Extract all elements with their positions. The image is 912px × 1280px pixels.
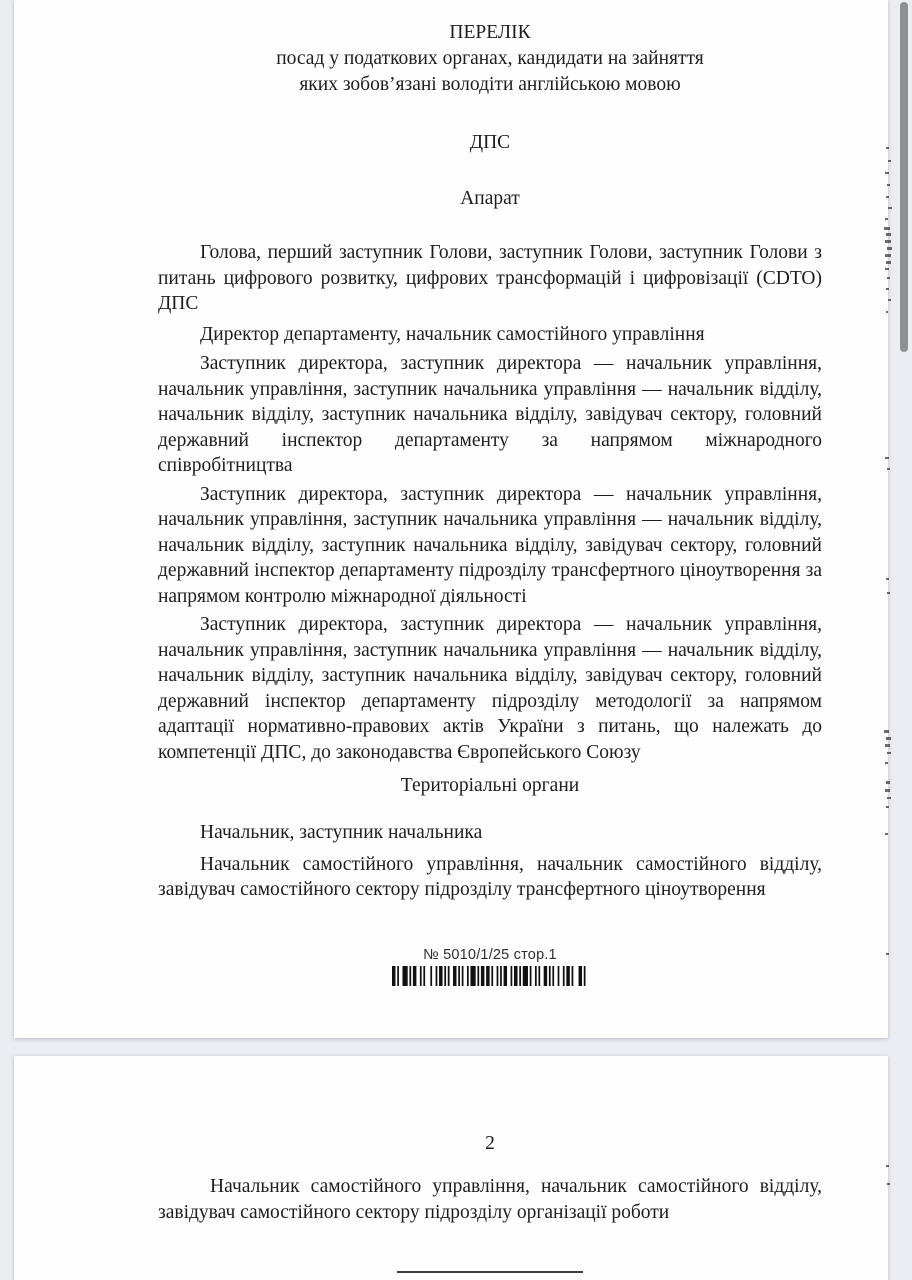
scan-artifact — [887, 277, 890, 279]
scan-artifact — [887, 468, 890, 470]
scan-artifact — [886, 196, 889, 198]
scan-artifact — [886, 806, 889, 808]
org-heading: ДПС — [469, 132, 511, 153]
scan-artifact — [885, 789, 890, 792]
scan-artifact — [886, 288, 889, 290]
barcode-block — [158, 947, 822, 986]
scan-artifact — [886, 1165, 889, 1167]
barcode-icon — [392, 966, 589, 986]
scan-artifact — [884, 730, 889, 733]
document-subtitle-line-1: посад у податкових органах, кандидати на зайняття — [276, 48, 704, 69]
paragraph: Начальник самостійного управління, начальник самостійного відділу, завідувач самостійного сектору підрозділу трансфертного ціноутворення — [158, 853, 822, 900]
scan-artifact — [885, 457, 889, 459]
scan-artifact — [888, 299, 891, 301]
scan-artifact — [887, 797, 891, 799]
scan-artifact — [886, 261, 891, 264]
scan-artifact — [885, 833, 888, 835]
paragraph: Начальник, заступник начальника — [200, 822, 483, 843]
scan-artifact — [885, 172, 889, 174]
scan-artifact — [886, 233, 891, 236]
page-1 — [14, 0, 888, 1038]
scan-artifact — [887, 752, 891, 754]
document-subtitle-line-2: яких зобов’язані володіти англійською мовою — [299, 74, 681, 95]
scan-artifact — [886, 578, 889, 580]
paragraph: Начальник самостійного управління, начальник самостійного відділу, завідувач самостійного сектору підрозділу організації роботи — [158, 1176, 822, 1223]
scan-artifact — [885, 218, 888, 220]
page-2-content — [14, 1056, 888, 1273]
scan-artifact — [885, 762, 888, 764]
page-1-content — [14, 0, 888, 986]
section-heading-aparat: Апарат — [460, 188, 520, 209]
page-2 — [14, 1056, 888, 1280]
page-number: 2 — [485, 1133, 495, 1154]
scan-artifact — [887, 184, 890, 186]
scan-artifact — [885, 268, 889, 270]
scrollbar-thumb[interactable] — [900, 2, 908, 352]
scan-artifact — [888, 160, 891, 162]
scan-artifact — [888, 207, 892, 209]
scan-artifact — [886, 781, 890, 784]
scan-artifact — [885, 744, 890, 747]
scan-artifact — [886, 147, 889, 149]
doc-number-label: № 5010/1/25 стор.1 — [423, 946, 557, 963]
paragraph: Директор департаменту, начальник самостійного управління — [200, 323, 705, 345]
scan-artifact — [887, 592, 890, 594]
scan-artifact — [885, 254, 891, 257]
scan-artifact — [884, 227, 890, 230]
horizontal-rule — [397, 1271, 583, 1273]
paragraph: Заступник директора, заступник директора — начальник управління, начальник управління, заступник начальника управління — начальник відділу, начальник відділу, заступник начальника відділу, завідувач сектору, головний державний інспектор департаменту підрозділу трансфертного ціноутворення за напрямом контролю міжнародної діяльності — [158, 483, 822, 607]
section-heading-territorial: Територіальні органи — [400, 775, 580, 796]
scan-artifact — [887, 247, 892, 250]
paragraph: Заступник директора, заступник директора — начальник управління, начальник управління, заступник начальника управління — начальник відділу, начальник відділу, заступник начальника відділу, завідувач сектору, головний державний інспектор департаменту за напрямом міжнародного співробітництва — [158, 353, 822, 476]
scan-artifact — [887, 1183, 890, 1185]
paragraph: Голова, перший заступник Голови, заступник Голови, заступник Голови з питань цифрового розвитку, цифрових трансформацій і цифровізації (CDTO) ДПС — [158, 242, 822, 314]
scan-artifact — [886, 953, 889, 955]
document-title: ПЕРЕЛІК — [449, 22, 531, 43]
scan-artifact — [886, 737, 891, 740]
paragraph: Заступник директора, заступник директора — начальник управління, начальник управління, заступник начальника управління — начальник відділу, начальник відділу, заступник начальника відділу, завідувач сектору, головний державний інспектор департаменту підрозділу методології за напрямом адаптації нормативно-правових актів України з питань, що належать до компетенції ДПС, до законодавства Європейського Союзу — [158, 614, 822, 763]
scan-artifact — [885, 240, 891, 243]
scan-artifact — [886, 311, 888, 313]
